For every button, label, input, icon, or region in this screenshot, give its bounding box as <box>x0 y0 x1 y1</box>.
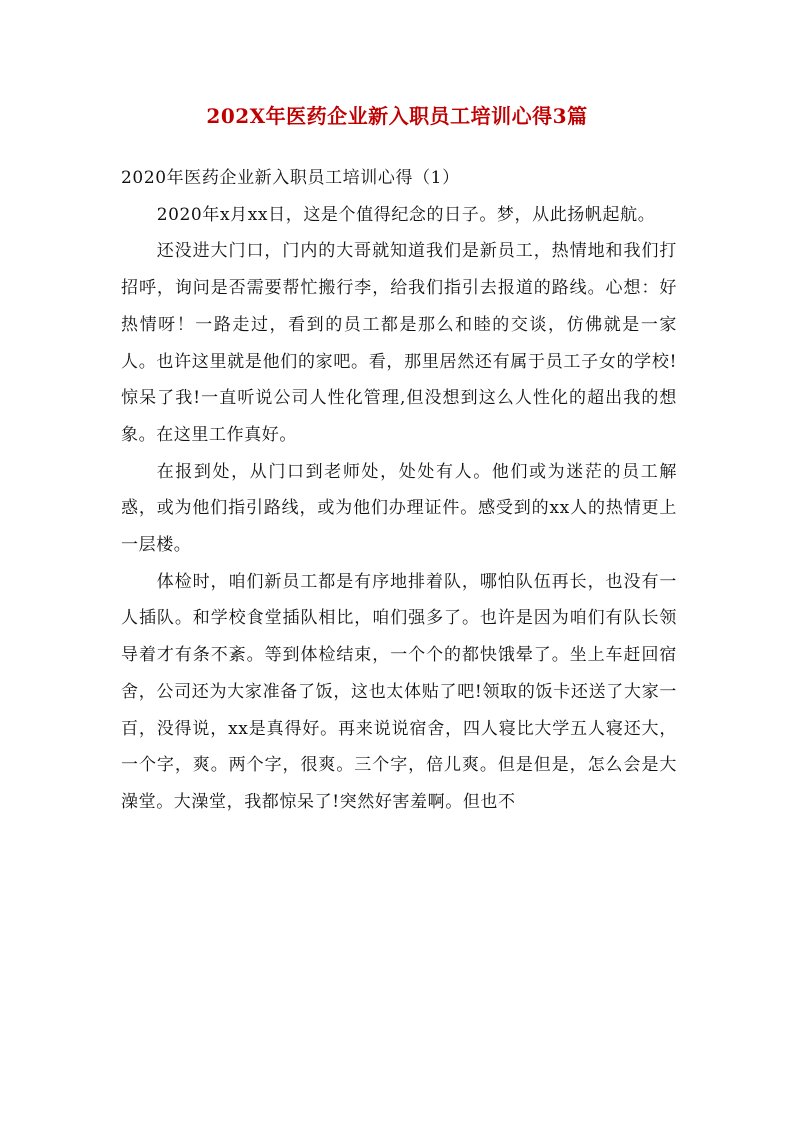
document-title: 202X年医药企业新入职员工培训心得3篇 <box>206 104 588 128</box>
paragraph-1: 2020年x月xx日，这是个值得纪念的日子。梦，从此扬帆起航。 <box>156 204 656 225</box>
paragraph-4: 体检时，咱们新员工都是有序地排着队，哪怕队伍再长，也没有一人插队。和学校食堂插队相比，咱们强多了。也许是因为咱们有队长领导着才有条不紊。等到体检结束，一个个的都快饿晕了。坐上车赶回宿舍，公司还为大家准备了饭，这也太体贴了吧!领取的饭卡还送了大家一百，没得说，xx是真得好。再来说说宿舍，四人寝比大学五人寝还大，一个字，爽。两个字，很爽。三个字，倍儿爽。但是但是，怎么会是大澡堂。大澡堂，我都惊呆了!突然好害羞啊。但也不 <box>121 571 677 812</box>
paragraph-2: 还没进大门口，门内的大哥就知道我们是新员工，热情地和我们打招呼，询问是否需要帮忙搬行李，给我们指引去报道的路线。心想：好热情呀！一路走过，看到的员工都是那么和睦的交谈，仿佛就是一家人。也许这里就是他们的家吧。看，那里居然还有属于员工子女的学校!惊呆了我!一直听说公司人性化管理,但没想到这么人性化的超出我的想象。在这里工作真好。 <box>121 241 677 445</box>
section-subtitle: 2020年医药企业新入职员工培训心得（1） <box>121 168 460 188</box>
paragraph-3: 在报到处，从门口到老师处，处处有人。他们或为迷茫的员工解惑，或为他们指引路线，或为他们办理证件。感受到的xx人的热情更上一层楼。 <box>121 461 677 556</box>
document-body <box>121 160 677 821</box>
